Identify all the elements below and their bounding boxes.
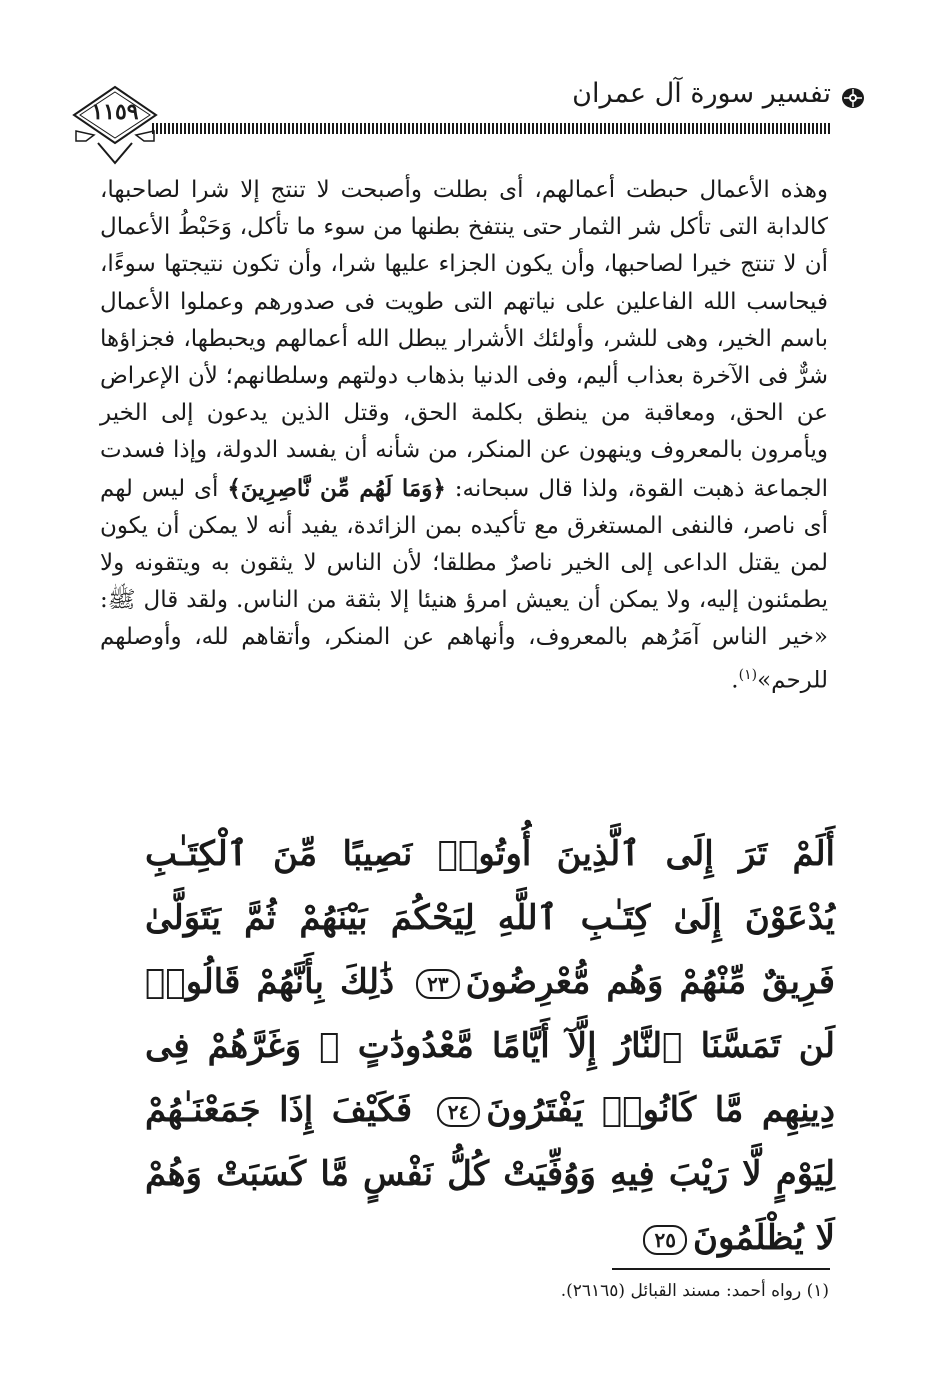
footnote-divider [612,1268,830,1270]
commentary-paragraph [100,172,828,700]
commentary-end: . [731,667,739,694]
quran-verses-block [145,822,835,1270]
commentary-part-1: وهذه الأعمال حبطت أعمالهم، أى بطلت وأصبحت لا تنتج إلا شرا لصاحبها، كالدابة التى تأكل شر الثمار حتى ينتفخ بطنها من سوء ما تأكل، وَحَبْطُ الأعمال أن لا تنتج خيرا لصاحبها، وأن يكون الجزاء عليها شرا، وأن تكون نتيجتها سوءًا، فيحاسب الله الفاعلين على نياتهم التى طويت فى صدورهم وعملوا الأعمال باسم الخير، وهى للشر، وأولئك الأشرار يبطل الله أعمالهم ويحبطها، فجزاؤها شرٌّ فى الآخرة بعذاب أليم، وفى الدنيا بذهاب دولتهم وسلطانهم؛ لأن الإعراض عن الحق، ومعاقبة من ينطق بكلمة الحق، وقتل الذين يدعون إلى الخير ويأمرون بالمعروف وينهون عن المنكر، من شأنه أن يفسد الدولة، وإذا فسدت الجماعة ذهبت القوة، ولذا قال سبحانه: [100,177,829,502]
running-header-title: تفسير سورة آل عمران [572,78,831,109]
verse-25: فَكَيْفَ إِذَا جَمَعْنَـٰهُمْ لِيَوْمٍ لَّا رَيْبَ فِيهِ وَوُفِّيَتْ كُلُّ نَفْسٍ مَّا كَسَبَتْ وَهُمْ لَا يُظْلَمُونَ [145,1090,835,1258]
commentary-part-2: أى ليس لهم أى ناصر، فالنفى المستغرق مع تأكيده بمن الزائدة، يفيد أنه لا يمكن أن يكون لمن يقتل الداعى إلى الخير ناصرٌ مطلقا؛ لأن الناس لا يثقون به ويتقونه ولا يطمئنون إليه، ولا يمكن أن يعيش امرؤ هنيئا إلا بثقة من الناس. ولقد قال ﷺ: «خير الناس آمَرُهم بالمعروف، وأنهاهم عن المنكر، وأتقاهم لله، وأوصلهم للرحم» [100,475,828,694]
ayah-marker-24: ٢٤ [437,1097,480,1127]
quran-quote: ﴿وَمَا لَهُم مِّن نَّاصِرِينَ﴾ [227,474,446,502]
footnote: (١) رواه أحمد: مسند القبائل (٢٦١٦٥). [560,1281,829,1301]
flower-ornament-icon [840,86,866,110]
verse-23: أَلَمْ تَرَ إِلَى ٱلَّذِينَ أُوتُوا۟ نَصِيبًا مِّنَ ٱلْكِتَـٰبِ يُدْعَوْنَ إِلَىٰ كِتَـٰبِ ٱللَّهِ لِيَحْكُمَ بَيْنَهُمْ ثُمَّ يَتَوَلَّىٰ فَرِيقٌ مِّنْهُمْ وَهُم مُّعْرِضُونَ [145,834,835,1002]
ayah-marker-25: ٢٥ [643,1225,686,1255]
page-number-badge-icon [72,85,158,165]
footnote-reference: (١) [738,666,758,683]
page-number: ١١٥٩ [91,99,139,125]
verse-24: ذَٰلِكَ بِأَنَّهُمْ قَالُوا۟ لَن تَمَسَّنَا ٱلنَّارُ إِلَّآ أَيَّامًا مَّعْدُودَٰتٍ ۖ وَغَرَّهُمْ فِى دِينِهِم مَّا كَانُوا۟ يَفْتَرُونَ [145,962,835,1130]
header-rule [152,123,830,134]
ayah-marker-23: ٢٣ [416,969,459,999]
